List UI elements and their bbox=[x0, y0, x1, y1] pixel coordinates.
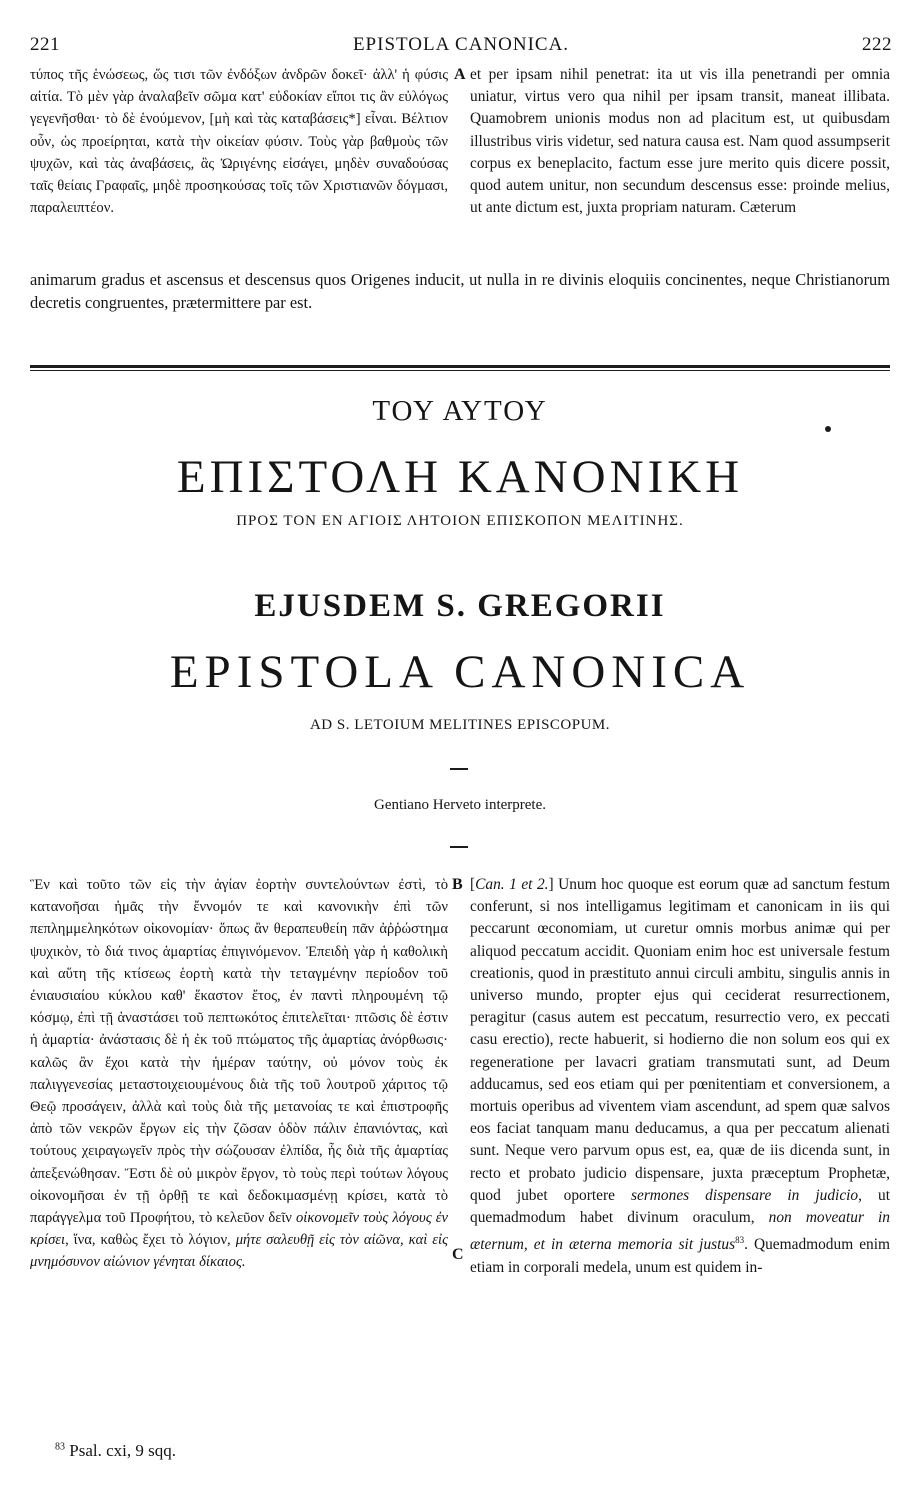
latin-fullwidth-continuation: animarum gradus et ascensus et descensus quos Origenes inducit, ut nulla in re divinis eloquiis concinentes, neque Christianorum decretis congruentes, prætermittere par est. bbox=[30, 270, 890, 312]
latin-column-main: [Can. 1 et 2.] Unum hoc quoque est eorum quæ ad sanctum festum conferunt, si nos intelligamus legitimam et canonicam in iis qui peccarunt œconomiam, ut curetur omnis morbus animæ qui per aliquod peccatum accidit. Quoniam enim hoc est universale festum creationis, quod in præstituto annui circuli ambitu, singulis annis in universo mundo, propter ejus qui ceciderat resurrectionem, peragitur (casus autem est peccatum, resurrectio vero, ex peccati casu erectio), recte habuerit, si hodierno die non solum eos qui ex regeneratione per lavacri gratiam transmutati sunt, ad Deum adducamus, sed eos etiam qui per pœnitentiam et conversionem, a mortuis operibus ad viventem viam ascendunt, ad spem quæ salvos eos faciat tanquam manu deducamus, a qua per peccatum alienati sunt. Neque vero parvum opus est, ea, quæ de iis dicenda sunt, in recto et probato judicio dispensare, juxta præceptum Prophetæ, quod jubet oportere sermones dispensare in judicio, ut quemadmodum habet divinum oraculum, non moveatur in æternum, et in æterna memoria sit justus$^{83}$. Quemadmodum enim etiam in corporali medela, unum est quidem in- bbox=[470, 876, 890, 1276]
greek-author-heading: ΤΟΥ ΑΥΤΟΥ bbox=[372, 395, 548, 427]
canon-reference: Can. 1 et 2. bbox=[475, 876, 549, 893]
greek-quote-1: οἰκονομεῖν τοὺς λόγους ἐν κρίσει bbox=[30, 1210, 448, 1249]
page-number-left: 221 bbox=[30, 34, 60, 55]
latin-author-heading: EJUSDEM S. GREGORII bbox=[254, 588, 666, 624]
latin-column-top: et per ipsam nihil penetrat: ita ut vis illa penetrandi per omnia uniatur, virtus vero qua nihil per ipsam transit, maneat illibata. Quamobrem unionis modus non ad placitum est, ut quibusdam illustribus viris videtur, sed natura causa est. Nam quod assumpserit corpus ex beneplacito, factum esse jure merito quis dicere possit, quod autem unitur, non secundum descensus esse: proinde melius, ut ante dictum est, juxta propriam naturam. Cæterum bbox=[470, 66, 890, 217]
footnote bbox=[55, 1441, 176, 1461]
ink-dot bbox=[825, 426, 831, 432]
translator-credit: Gentiano Herveto interprete. bbox=[373, 797, 546, 813]
section-rule-thin bbox=[30, 370, 890, 371]
greek-title: ΕΠΙΣΤΟΛΗ ΚΑΝΟΝΙΚΗ bbox=[176, 451, 744, 503]
latin-text-c: . Quemadmodum enim etiam in corporali medela, unum est quidem in- bbox=[470, 1236, 890, 1276]
page-number-right: 222 bbox=[862, 34, 892, 55]
title-dash-2 bbox=[450, 846, 468, 848]
footnote-reference: 83 bbox=[735, 1235, 745, 1246]
running-head bbox=[30, 34, 892, 58]
column-marker-b: B bbox=[452, 876, 463, 893]
latin-title: EPISTOLA CANONICA bbox=[169, 646, 751, 698]
greek-text-b: , ἵνα, καθὼς ἔχει τὸ λόγιον, bbox=[65, 1232, 231, 1249]
greek-subtitle: ΠΡΟΣ ΤΟΝ ΕΝ ΑΓΙΟΙΣ ΛΗΤΟΙΟΝ ΕΠΙΣΚΟΠΟΝ ΜΕΛΙΤΙΝΗΣ. bbox=[236, 513, 684, 529]
column-marker-c: C bbox=[452, 1246, 464, 1263]
greek-quote-2: μήτε σαλευθῇ εἰς τὸν αἰῶνα, καὶ εἰς μνημόσυνον αἰώνιον γένηται δίκαιος. bbox=[30, 1232, 448, 1271]
greek-column-top: τύπος τῆς ἑνώσεως, ὥς τισι τῶν ἐνδόξων ἀνδρῶν δοκεῖ· ἀλλ' ἡ φύσις αἰτία. Τὸ μὲν γὰρ ἀναλαβεῖν σῶμα κατ' εὐδοκίαν εἴποι τις ἂν εὐλόγως γεγενῆσθαι· τὸ δὲ ἑνούμενον, [μὴ καὶ τὰς καταβάσεις*] εἶναι. Βέλτιον οὖν, ὡς προείρηται, κατὰ τὴν οἰκείαν φύσιν. Τοὺς γὰρ βαθμοὺς τῶν ψυχῶν, καὶ τὰς ἀναβάσεις, ἃς Ὠριγένης εἰσάγει, μηδὲν συναδούσας ταῖς θείαις Γραφαῖς, μηδὲ προσηκούσας τοῖς τῶν Χριστιανῶν δόγμασι, παραλειπτέον. bbox=[30, 67, 448, 217]
column-marker-a: A bbox=[454, 66, 466, 83]
latin-subtitle: AD S. LETOIUM MELITINES EPISCOPUM. bbox=[309, 717, 611, 733]
greek-column-main bbox=[30, 874, 448, 1424]
top-columns bbox=[30, 64, 890, 264]
title-dash-1 bbox=[450, 768, 468, 770]
running-title: EPISTOLA CANONICA. bbox=[352, 34, 570, 55]
main-columns bbox=[30, 874, 890, 1424]
latin-text-b: , ut quemadmodum habet divinum oraculum, bbox=[470, 1186, 890, 1227]
latin-quote-2: non moveatur in æternum, et in æterna memoria sit justus bbox=[470, 1209, 890, 1254]
footnote-text: Psal. cxi, 9 sqq. bbox=[69, 1441, 176, 1460]
greek-text-a: Ἓν καὶ τοῦτο τῶν εἰς τὴν ἁγίαν ἑορτὴν συντελούντων ἐστὶ, τὸ κατανοῆσαι ἡμᾶς τὴν ἔννομόν τε καὶ κανονικὴν ἐπὶ τῶν πεπλημμεληκότων οἰκονομίαν· ὅπως ἂν θεραπευθείη πᾶν ἀῤῥώστημα ψυχικὸν, τὸ διά τινος ἁμαρτίας ἐπιγινόμενον. Ἐπειδὴ γὰρ ἡ καθολικὴ καὶ αὕτη τῆς κτίσεως ἑορτὴ κατὰ τὴν τεταγμένην περίοδον τοῦ ἐνιαυσιαίου κύκλου καθ' ἕκαστον ἔτος, ἐν παντὶ πληρουμένη τῷ κόσμῳ, ἐπὶ τῇ ἀναστάσει τοῦ πεπτωκότος ἐπιτελεῖται· πτῶσις δὲ ἐστιν ἡ ἁμαρτία· ἀνάστασις δὲ ἡ ἐκ τοῦ πτώματος τῆς ἁμαρτίας ἀνόρθωσις· καλῶς ἂν ἔχοι κατὰ τὴν ἡμέραν ταύτην, οὐ μόνον τοὺς ἐκ παλιγγενεσίας μεταστοιχειουμένους διὰ τῆς τοῦ λουτροῦ χάριτος τῷ Θεῷ προσάγειν, ἀλλὰ καὶ τοὺς διὰ τῆς μετανοίας τε καὶ ἐπιστροφῆς ἀπὸ τῶν νεκρῶν ἔργων εἰς τὴν ζῶσαν ὁδὸν πάλιν ἐπανιόντας, καὶ τούτους χειραγωγεῖν πρὸς τὴν σώζουσαν ἐλπίδα, ἧς διὰ τῆς ἁμαρτίας ἀπεξενώθησαν. Ἔστι δὲ οὐ μικρὸν ἔργον, τὸ τοὺς περὶ τούτων λόγους οἰκονομῆσαι ἐν τῇ ὀρθῇ τε καὶ δεδοκιμασμένῃ κρίσει, κατὰ τὸ παράγγελμα τοῦ Προφήτου, τὸ κελεῦον δεῖν bbox=[30, 877, 448, 1227]
footnote-number: 83 bbox=[55, 1441, 65, 1453]
section-rule-thick bbox=[30, 365, 890, 368]
latin-text-a: Unum hoc quoque est eorum quæ ad sanctum festum conferunt, si nos intelligamus legitimam et canonicam in iis qui peccarunt œconomiam, ut curetur omnis morbus animæ qui per aliquod peccatum accidit. Quoniam enim hoc est universale festum creationis, quod in præstituto annui circuli ambitu, singulis annis in universo mundo, propter ejus qui ceciderat resurrectionem, peragitur (casus autem est peccatum, resurrectio vero, ex peccati casu erectio), recte habuerit, si hodierno die non solum eos qui ex regeneratione per lavacri gratiam transmutati sunt, ad Deum adducamus, sed eos etiam qui per pœnitentiam et conversionem, a mortuis operibus ad viventem viam ascendunt, ad spem quæ salvos eos faciat tanquam manu deducamus, a qua per peccatum alienati sunt. Neque vero parvum opus est, ea, quæ de iis dicenda sunt, in recto et probato judicio dispensare, juxta præceptum Prophetæ, quod jubet oportere bbox=[470, 876, 890, 1204]
latin-quote-1: sermones dispensare in judicio bbox=[631, 1186, 859, 1204]
